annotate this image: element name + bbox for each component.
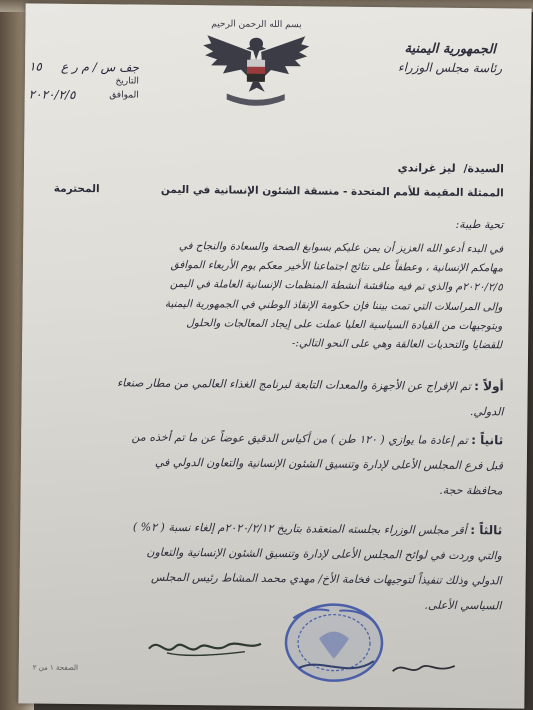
intro-line: ٢٠٢٠/٢/٥م والذي تم فيه مناقشة أنشطة المنظمات الإنسانية العاملة في اليمن: [169, 278, 503, 294]
point-line: السياسي الأعلى.: [424, 598, 502, 613]
intro-line: مهامكم الإنسانية ، وعطفاً على نتائج اجتماعنا الأخير معكم يوم الأربعاء الموافق: [170, 259, 503, 275]
basmala-text: بسم الله الرحمن الرحيم: [211, 19, 302, 31]
corresponding-date-label: الموافق: [109, 90, 139, 101]
point-line: الدولي.: [469, 405, 504, 419]
intro-line: وإلى المراسلات التي تمت بيننا فإن حكومة الإنقاذ الوطني في الجمهورية اليمنية: [164, 297, 503, 313]
letterhead-country: الجمهورية اليمنية: [404, 41, 497, 58]
page-number: الصفحة ١ من ٢: [32, 663, 79, 672]
point-third: [45, 514, 502, 619]
letterhead-office: رئاسة مجلس الوزراء: [397, 60, 503, 76]
signature-icon: [145, 631, 265, 662]
point-line: الدولي وذلك تنفيذاً لتوجيهات فخامة الأخ/ مهدي محمد المشاط رئيس المجلس: [150, 570, 502, 588]
letter-page: [18, 3, 531, 708]
recipient-name: ليز غراندي: [397, 161, 456, 175]
initials-icon: [389, 655, 459, 680]
date-row: [29, 75, 139, 86]
recipient-organization: الممثلة المقيمة للأمم المتحدة - منسقة الشئون الإنسانية في اليمن: [160, 183, 504, 200]
point-text: تم إعادة ما يوازي ( ١٢٠ طن ) من أكياس الدقيق عوضاً عن ما تم أخذه من: [131, 430, 468, 448]
point-label: ثانياً :: [471, 433, 504, 448]
corresponding-date-value: ٢٠٢٠/٢/٥: [28, 87, 76, 102]
date-label: التاريخ: [115, 76, 139, 87]
reference-number: ١٥: [28, 59, 42, 74]
corresponding-date-row: [29, 87, 139, 102]
national-emblem: [200, 19, 311, 120]
recipient-org-line: [54, 183, 504, 200]
letter-reference-block: [29, 59, 139, 104]
reference-number-row: [29, 59, 139, 74]
intro-line: وبتوجيهات من القيادة السياسية العليا عملت على إيجاد المعالجات والحلول: [186, 316, 503, 333]
point-text: تم الإفراج عن الأجهزة والمعدات التابعة لبرنامج الغذاء العالمي من مطار صنعاء: [116, 376, 471, 394]
point-label: ثالثاً :: [470, 523, 503, 538]
recipient-title-line: [54, 158, 504, 176]
point-label: أولاً :: [474, 379, 504, 394]
recipient-block: [54, 158, 504, 200]
recipient-honorific: المحترمة: [53, 182, 100, 196]
point-line: والتي وردت في لوائح المجلس الأعلى لإدارة وتنسيق الشئون الإنسانية والتعاون: [146, 545, 502, 563]
reference-prefix: جف س / م ر ع: [60, 59, 140, 75]
eagle-emblem-icon: [201, 29, 312, 116]
recipient-salutation: السيدة/: [463, 161, 505, 176]
official-stamp-icon: [279, 598, 390, 687]
intro-paragraph: [48, 236, 503, 356]
intro-line: للقضايا والتحديات العالقة وهي على النحو التالي:-: [291, 337, 503, 352]
point-line: قبل فرع المجلس الأعلى لإدارة وتنسيق الشئون الإنسانية والتعاون الدولي في: [154, 455, 503, 473]
point-line: [48, 370, 504, 400]
point-text: أقر مجلس الوزراء بجلسته المنعقدة بتاريخ ٢٠٢٠/٢/١٢م إلغاء نسبة ( ٢% ): [132, 520, 467, 538]
point-line: محافظة حجة.: [439, 483, 503, 498]
intro-line: في البدء أدعو الله العزيز أن يمن عليكم بسوابغ الصحة والسعادة والنجاح في: [178, 239, 504, 256]
letterhead-ministry: [395, 41, 505, 75]
point-second: [46, 424, 503, 504]
greeting-text: تحية طيبة:: [455, 217, 504, 232]
point-first: [47, 370, 503, 425]
